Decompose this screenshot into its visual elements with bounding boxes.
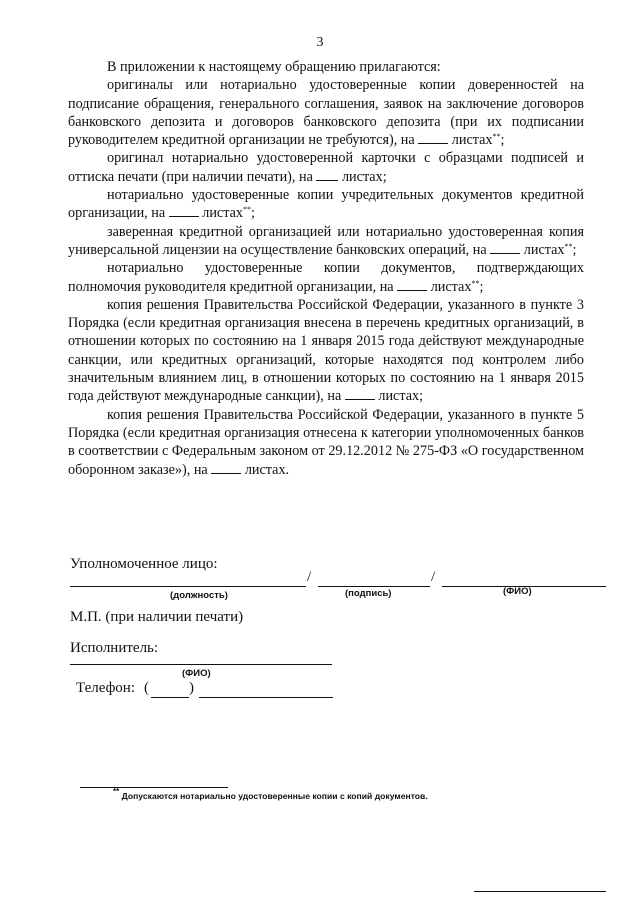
pages-blank [397, 278, 427, 291]
position-caption: (должность) [170, 590, 228, 601]
position-line [70, 586, 306, 587]
footnote-separator [80, 787, 228, 788]
document-body [68, 58, 584, 479]
pages-blank [211, 461, 241, 474]
pages-blank [418, 131, 448, 144]
executor-fio-caption: (ФИО) [182, 668, 211, 679]
intro-paragraph: В приложении к настоящему обращению прилагаются: [107, 59, 441, 75]
phone-label: Телефон: [76, 680, 135, 696]
footnote: ** Допускаются нотариально удостоверенные копии с копий документов. [113, 787, 428, 801]
authorized-person-label: Уполномоченное лицо: [70, 556, 218, 572]
pages-blank [490, 241, 520, 254]
pages-blank [345, 387, 375, 400]
signature-caption: (подпись) [345, 588, 392, 599]
phone-close-paren: ) [189, 680, 194, 696]
executor-label: Исполнитель: [70, 640, 159, 656]
separator-slash: / [431, 569, 436, 585]
pages-blank [169, 204, 199, 217]
separator-slash: / [307, 569, 312, 585]
attachment-item: копия решения Правительства Российской Федерации, указанного в пункте 3 Порядка (если кредитная организация внесена в перечень кредитных организаций, в отношении которых по состоянию на 1 января 2015 года действуют международные санкции, или кредитных организаций, которые находятся под контролем либо значительным влиянием лиц, в отношении которых по состоянию на 1 января 2015 года действуют международные санкции), на листах; [68, 296, 584, 405]
attachment-item: копия решения Правительства Российской Федерации, указанного в пункте 5 Порядка (если кредитная организация отнесена к категории уполномоченных банков в соответствии с Федеральным законом от 29.12.2012 № 275-ФЗ «О государственном оборонном заказе»), на листах. [68, 406, 584, 478]
phone-number-line [199, 697, 333, 698]
attachment-item: оригинал нотариально удостоверенной карточки с образцами подписей и оттиска печати (при наличии печати), на листах; [68, 150, 584, 185]
seal-label: М.П. (при наличии печати) [70, 609, 244, 625]
executor-fio-line [70, 664, 332, 665]
attachment-item: нотариально удостоверенные копии учредительных документов кредитной организации, на листах**; [68, 187, 584, 222]
attachment-item: оригиналы или нотариально удостоверенные копии доверенностей на подписание обращения, генерального соглашения, заявок на заключение договоров банковского депозита и договоров банковского депозита (при их подписании руководителем кредитной организации не требуются), на листах**; [68, 77, 584, 149]
bottom-rule [474, 891, 606, 892]
phone-code-line [151, 697, 189, 698]
attachment-item: нотариально удостоверенные копии документов, подтверждающих полномочия руководителя кредитной организации, на листах**; [68, 260, 584, 295]
fio-caption: (ФИО) [503, 586, 532, 597]
pages-blank [316, 168, 338, 181]
attachment-item: заверенная кредитной организацией или нотариально удостоверенная копия универсальной лицензии на осуществление банковских операций, на листах**; [68, 223, 584, 258]
phone-open-paren: ( [144, 680, 149, 696]
page-number: 3 [316, 35, 324, 50]
signature-line [318, 586, 430, 587]
